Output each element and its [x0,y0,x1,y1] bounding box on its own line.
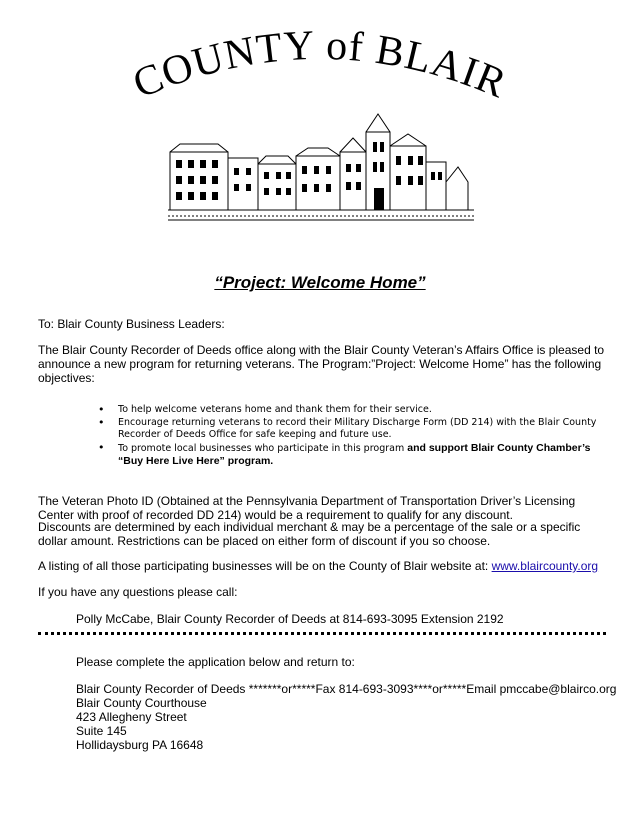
page-title: “Project: Welcome Home” [214,273,426,292]
address-line: Blair County Courthouse [76,696,207,710]
svg-text:COUNTY of BLAIR [127,23,513,108]
address-line: Hollidaysburg PA 16648 [76,738,204,752]
address-line: 423 Allegheny Street [76,710,187,724]
application-instruction: Please complete the application below and return to: [76,655,355,669]
return-address [76,682,636,752]
address-line: Suite 145 [76,724,127,738]
objective-item: • To help welcome veterans home and thank them for their service. [118,404,608,417]
objective-item: • Encourage returning veterans to record their Military Discharge Form (DD 214) with the Blair County Recorder of Deeds Office for safe keeping and future use. [118,417,608,442]
courthouse-illustration [168,112,474,224]
salutation: To: Blair County Business Leaders: [38,317,225,331]
intro-paragraph: The Blair County Recorder of Deeds office along with the Blair County Veteran’s Affairs Office is pleased to announce a new program for returning veterans. The Program:”Project: Welcome Home” has the following objectives: [38,343,605,385]
county-logo-text: COUNTY of BLAIR [126,22,514,108]
objective-item: • To promote local businesses who participate in this program and support Blair County Chamber’s “Buy Here Live Here” program. [118,442,608,469]
listing-paragraph: A listing of all those participating businesses will be on the County of Blair website at: www.blaircounty.org [38,559,599,573]
contact-line: Polly McCabe, Blair County Recorder of Deeds at 814-693-3095 Extension 2192 [76,612,504,626]
county-logo [100,20,540,120]
chamber-program-text: and support Blair County Chamber’s “Buy Here Live Here” program. [118,441,591,467]
county-website-link[interactable]: www.blaircounty.org [491,559,599,573]
objectives-list [118,404,608,469]
questions-text: If you have any questions please call: [38,585,238,599]
discounts-paragraph: Discounts are determined by each individual merchant & may be a percentage of the sale or a specific dollar amount. Restrictions can be placed on either form of discount if you so choose. [38,520,581,548]
divider [38,632,606,635]
photo-id-paragraph: The Veteran Photo ID (Obtained at the Pennsylvania Department of Transportation Driver’s Licensing Center with proof of recorded DD 214) would be a requirement to qualify for any discount. [38,494,576,522]
address-line: Blair County Recorder of Deeds *******or*****Fax 814-693-3093****or*****Email pmccabe@blairco.org [76,682,617,696]
